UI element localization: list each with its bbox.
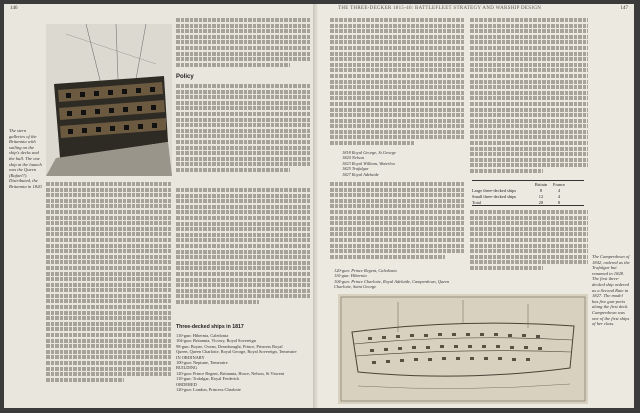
table-header: France (553, 181, 565, 187)
box-line: 104-gun: Britannia, Victory, Royal Sovereign (176, 338, 256, 344)
right-col1-text (330, 18, 465, 147)
box-line: 110-gun: Trafalgar, Royal Frederick (176, 376, 240, 382)
box-line: Queen, Queen Charlotte, Royal George, Royal Sovereign, Temeraire (176, 349, 297, 355)
left-top-text (176, 18, 310, 68)
table-cell: Total (472, 199, 481, 205)
comparison-table (472, 180, 584, 206)
table-row (472, 187, 584, 193)
table-cell: 8 (557, 199, 561, 205)
box-line: 110-gun: Hibernia, Caledonia (176, 333, 229, 338)
right-col2-text (470, 18, 588, 175)
ship-plan-svg (338, 294, 588, 404)
table-cell: 8 (539, 187, 543, 193)
ship-plan-drawing (338, 294, 588, 404)
left-folio: 146 (10, 6, 18, 11)
table-cell: Large three-decked ships (472, 187, 517, 193)
right-folio: 147 (620, 6, 628, 11)
box-line: IN ORDINARY (176, 354, 205, 360)
table-cell: 12 (538, 193, 544, 199)
right-col2-text-2 (470, 210, 588, 272)
box-line: 120-gun: Prince Regent, Britannia, Howe, Nelson, St Vincent (176, 370, 285, 376)
three-decker-box-heading: Three-decked ships in 1817 (176, 324, 244, 330)
table-row (472, 199, 584, 205)
box-line: 100-gun: Neptune, Temeraire (176, 360, 228, 366)
ship-class-line: Charlotte, Saint George (334, 284, 377, 290)
launch-year-list (342, 150, 462, 177)
policy-text (176, 84, 310, 174)
table-cell: 4 (557, 193, 561, 199)
launch-year-line: 1818 Royal George, St George (342, 150, 396, 155)
table-cell: 20 (538, 199, 544, 205)
box-line: 120-gun: London, Princess Charlotte (176, 387, 241, 393)
box-line: 98-gun: Boyne, Ocean, Dreadnought, Prince, Princess Royal (176, 343, 283, 349)
left-column-text (46, 182, 172, 383)
table-row (472, 193, 584, 199)
three-decker-box-list (176, 333, 312, 392)
ship-image-caption: The stern galleries of the Britannia with sailing on the ship's decks and the hull. The one ship at the launch was the Queen (Rafael?). Distributed, the Britannia in 1820 (9, 128, 42, 189)
box-line: BUILDING (176, 365, 198, 371)
side-caption: The Camperdown of 1842, ordered as the Trafalgar but renamed in 1828. The first three-decked ship ordered as a Second Rate in 1827. The model has five gun-ports along the first deck. Camperdown was one of the first ships of her class. (592, 254, 630, 327)
launch-year-line: 1823 Royal William, Waterloo (342, 160, 396, 166)
right-page (320, 4, 634, 408)
right-running-head: THE THREE-DECKER 1815-40: BATTLEFLEET STRATEGY AND WARSHIP DESIGN (338, 6, 542, 11)
launch-year-line: 1827 Royal Adelaide (342, 171, 379, 177)
ship-class-list (334, 268, 466, 290)
policy-heading: Policy (176, 74, 194, 80)
launch-year-line: 1825 Trafalgar (342, 166, 369, 172)
right-column-text (176, 188, 310, 305)
ship-stern-image (46, 24, 172, 176)
table-cell: Small three-decked ships (472, 193, 517, 199)
launch-year-line: 1820 Nelson (342, 155, 365, 161)
ship-stern-drawing (46, 24, 172, 176)
ship-class-line: 110-gun: Hibernia (334, 273, 367, 279)
right-col1-text-2 (330, 182, 465, 260)
left-page (4, 4, 317, 408)
table-header: Britain (534, 181, 548, 187)
table-cell: 4 (557, 187, 561, 193)
ship-class-line: 120-gun: Prince Regent, Caledonia (334, 268, 397, 273)
ship-class-line: 104-gun: Prince Charlotte, Royal Adelaide, Camperdown, Queen (334, 278, 450, 284)
box-line: ORDERED (176, 381, 197, 387)
